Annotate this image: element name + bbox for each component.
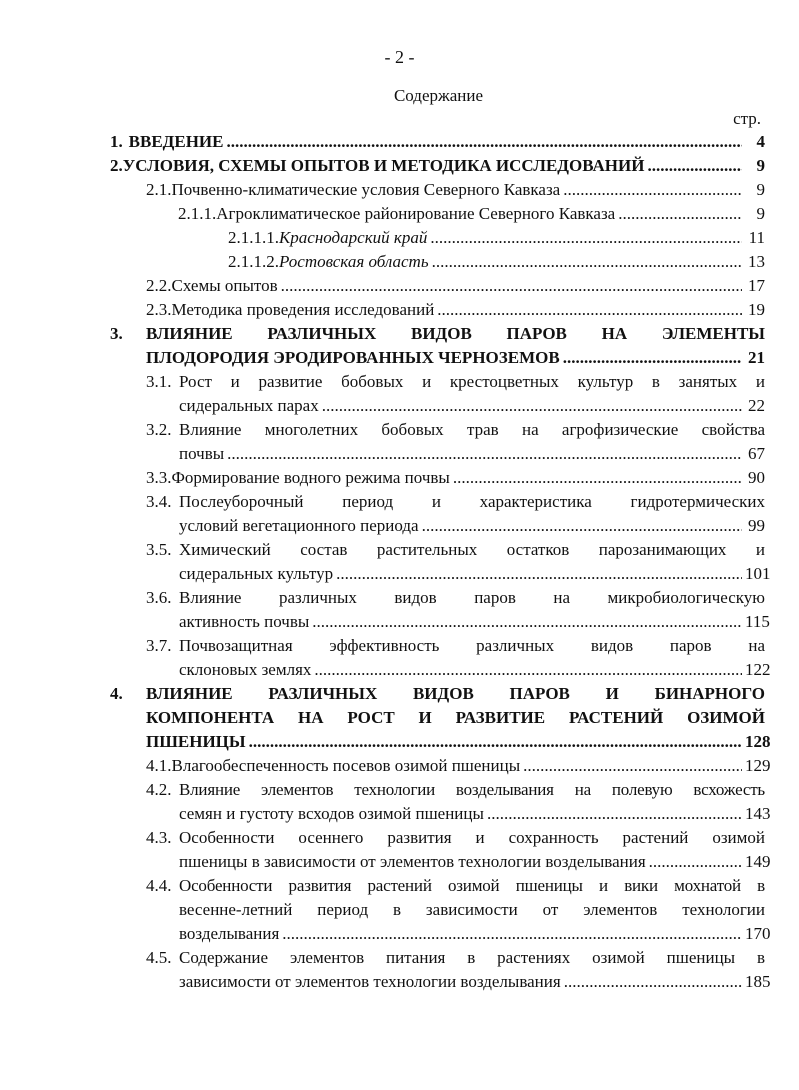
leader-dots <box>564 970 742 994</box>
entry-number: 3.2. <box>146 420 172 439</box>
leader-dots <box>227 442 742 466</box>
entry-page: 21 <box>748 348 765 367</box>
entry-page: 4 <box>756 132 765 151</box>
entry-title: ВВЕДЕНИЕ <box>128 132 224 151</box>
entry-page: 128 <box>745 732 771 751</box>
toc-entry-3-6[interactable] <box>110 586 770 634</box>
toc-entry-3-5[interactable] <box>110 538 771 586</box>
entry-title-line1: ВЛИЯНИЕ РАЗЛИЧНЫХ ВИДОВ ПАРОВ НА ЭЛЕМЕНТЫ <box>146 324 765 343</box>
entry-title: УСЛОВИЯ, СХЕМЫ ОПЫТОВ И МЕТОДИКА ИССЛЕДОВАНИЙ <box>122 156 645 175</box>
toc-entry-2-1-1[interactable] <box>110 202 765 226</box>
leader-dots <box>227 130 743 154</box>
entry-page: 129 <box>745 756 771 775</box>
toc-entry-4-1[interactable] <box>110 754 771 778</box>
entry-number: 4.2. <box>146 780 172 799</box>
entry-number: 3. <box>110 324 123 343</box>
entry-page: 9 <box>756 156 765 175</box>
entry-title: Методика проведения исследований <box>171 300 435 319</box>
entry-number: 3.5. <box>146 540 172 559</box>
toc-entry-3-2[interactable] <box>110 418 765 466</box>
entry-number: 3.1. <box>146 372 172 391</box>
entry-page: 19 <box>748 300 765 319</box>
leader-dots <box>312 610 742 634</box>
toc-entry-2-1-1-1[interactable] <box>110 226 765 250</box>
toc-entry-2-2[interactable] <box>110 274 765 298</box>
entry-page: 67 <box>748 444 765 463</box>
entry-number: 2.1. <box>146 180 172 199</box>
leader-dots <box>647 154 742 178</box>
entry-page: 99 <box>748 516 765 535</box>
entry-page: 13 <box>748 252 765 271</box>
toc-entry-3-7[interactable] <box>110 634 771 682</box>
leader-dots <box>336 562 742 586</box>
entry-title-line2: почвы <box>179 444 225 463</box>
leader-dots <box>563 346 742 370</box>
entry-number: 4.4. <box>146 876 172 895</box>
entry-title-line1b: КОМПОНЕНТА НА РОСТ И РАЗВИТИЕ РАСТЕНИЙ ОЗИМОЙ <box>146 708 765 727</box>
entry-number: 4.3. <box>146 828 172 847</box>
leader-dots <box>422 514 742 538</box>
entry-title-line1: Влияние многолетних бобовых трав на агрофизические свойства <box>179 420 765 439</box>
toc-entry-3-1[interactable] <box>110 370 765 418</box>
entry-number: 2.1.1.1. <box>228 228 279 247</box>
entry-page: 185 <box>745 972 771 991</box>
entry-title: Схемы опытов <box>171 276 278 295</box>
toc-entry-4-4[interactable] <box>110 874 771 946</box>
leader-dots <box>523 754 742 778</box>
toc-entry-2-3[interactable] <box>110 298 765 322</box>
toc-title: Содержание <box>393 86 484 105</box>
entry-page: 170 <box>745 924 771 943</box>
entry-number: 3.3. <box>146 468 172 487</box>
entry-title-line1: Влияние элементов технологии возделывания на полевую всхожесть <box>179 780 765 799</box>
leader-dots <box>618 202 742 226</box>
entry-page: 122 <box>745 660 771 679</box>
entry-title-line2: сидеральных парах <box>179 396 319 415</box>
table-of-contents <box>110 130 771 994</box>
entry-title-line2: пшеницы в зависимости от элементов технологии возделывания <box>179 852 646 871</box>
entry-title-line1: Особенности развития растений озимой пшеницы и вики мохнатой в <box>179 876 765 895</box>
entry-title-line2: семян и густоту всходов озимой пшеницы <box>179 804 484 823</box>
entry-title: Краснодарский край <box>279 228 428 247</box>
entry-title-line1: Влияние различных видов паров на микробиологическую <box>179 588 765 607</box>
entry-number: 2. <box>110 156 123 175</box>
entry-number: 2.3. <box>146 300 172 319</box>
entry-title-line2: возделывания <box>179 924 280 943</box>
entry-page: 101 <box>745 564 771 583</box>
entry-title-line1: Рост и развитие бобовых и крестоцветных культур в занятых и <box>179 372 765 391</box>
toc-entry-1[interactable] <box>110 130 765 154</box>
entry-page: 143 <box>745 804 771 823</box>
entry-page: 9 <box>756 204 765 223</box>
entry-page: 115 <box>745 612 770 631</box>
leader-dots <box>430 226 742 250</box>
entry-title-line1: Особенности осеннего развития и сохранность растений озимой <box>179 828 765 847</box>
leader-dots <box>282 922 742 946</box>
toc-entry-2-1[interactable] <box>110 178 765 202</box>
entry-title: Влагообеспеченность посевов озимой пшеницы <box>171 756 521 775</box>
entry-number: 4. <box>110 684 123 703</box>
entry-number: 3.6. <box>146 588 172 607</box>
toc-entry-4-3[interactable] <box>110 826 771 874</box>
entry-title-line2: зависимости от элементов технологии возделывания <box>179 972 561 991</box>
entry-number: 1. <box>110 132 123 151</box>
entry-title-line1: Почвозащитная эффективность различных видов паров на <box>179 636 765 655</box>
toc-entry-4-5[interactable] <box>110 946 771 994</box>
entry-number: 4.1. <box>146 756 172 775</box>
entry-title: Агроклиматическое районирование Северного Кавказа <box>216 204 616 223</box>
leader-dots <box>249 730 742 754</box>
toc-entry-3-4[interactable] <box>110 490 765 538</box>
leader-dots <box>314 658 742 682</box>
leader-dots <box>487 802 742 826</box>
page-number: - 2 - <box>384 47 415 67</box>
entry-title-line2: активность почвы <box>179 612 310 631</box>
leader-dots <box>322 394 742 418</box>
entry-page: 90 <box>748 468 765 487</box>
leader-dots <box>281 274 742 298</box>
toc-entry-2[interactable] <box>110 154 765 178</box>
entry-page: 9 <box>756 180 765 199</box>
entry-title-line2: сидеральных культур <box>179 564 334 583</box>
leader-dots <box>453 466 742 490</box>
leader-dots <box>437 298 742 322</box>
entry-page: 17 <box>748 276 765 295</box>
toc-entry-2-1-1-2[interactable] <box>110 250 765 274</box>
entry-title: Ростовская область <box>279 252 429 271</box>
entry-page: 149 <box>745 852 771 871</box>
entry-page: 22 <box>748 396 765 415</box>
leader-dots <box>649 850 742 874</box>
entry-title-line1: Химический состав растительных остатков парозанимающих и <box>179 540 765 559</box>
entry-number: 2.1.1. <box>178 204 217 223</box>
entry-title-line2: условий вегетационного периода <box>179 516 419 535</box>
entry-title-line1: Содержание элементов питания в растениях озимой пшеницы в <box>179 948 765 967</box>
entry-number: 3.7. <box>146 636 172 655</box>
leader-dots <box>432 250 742 274</box>
toc-entry-3-3[interactable] <box>110 466 765 490</box>
entry-title-line2: склоновых землях <box>179 660 312 679</box>
entry-number: 2.1.1.2. <box>228 252 279 271</box>
toc-entry-4-2[interactable] <box>110 778 771 826</box>
entry-number: 2.2. <box>146 276 172 295</box>
entry-number: 3.4. <box>146 492 172 511</box>
entry-number: 4.5. <box>146 948 172 967</box>
toc-entry-3[interactable] <box>110 322 765 370</box>
page-column-label: стр. <box>733 109 761 128</box>
entry-title-line2: ПЛОДОРОДИЯ ЭРОДИРОВАННЫХ ЧЕРНОЗЕМОВ <box>146 348 560 367</box>
toc-entry-4[interactable] <box>110 682 771 754</box>
entry-title-line1: ВЛИЯНИЕ РАЗЛИЧНЫХ ВИДОВ ПАРОВ И БИНАРНОГО <box>146 684 765 703</box>
leader-dots <box>563 178 742 202</box>
entry-title-line2: ПШЕНИЦЫ <box>146 732 246 751</box>
entry-page: 11 <box>748 228 765 247</box>
entry-title: Формирование водного режима почвы <box>171 468 450 487</box>
entry-title-line1: Послеуборочный период и характеристика гидротермических <box>179 492 765 511</box>
entry-title: Почвенно-климатические условия Северного Кавказа <box>171 180 561 199</box>
entry-title-line1b: весенне-летний период в зависимости от элементов технологии <box>179 900 765 919</box>
